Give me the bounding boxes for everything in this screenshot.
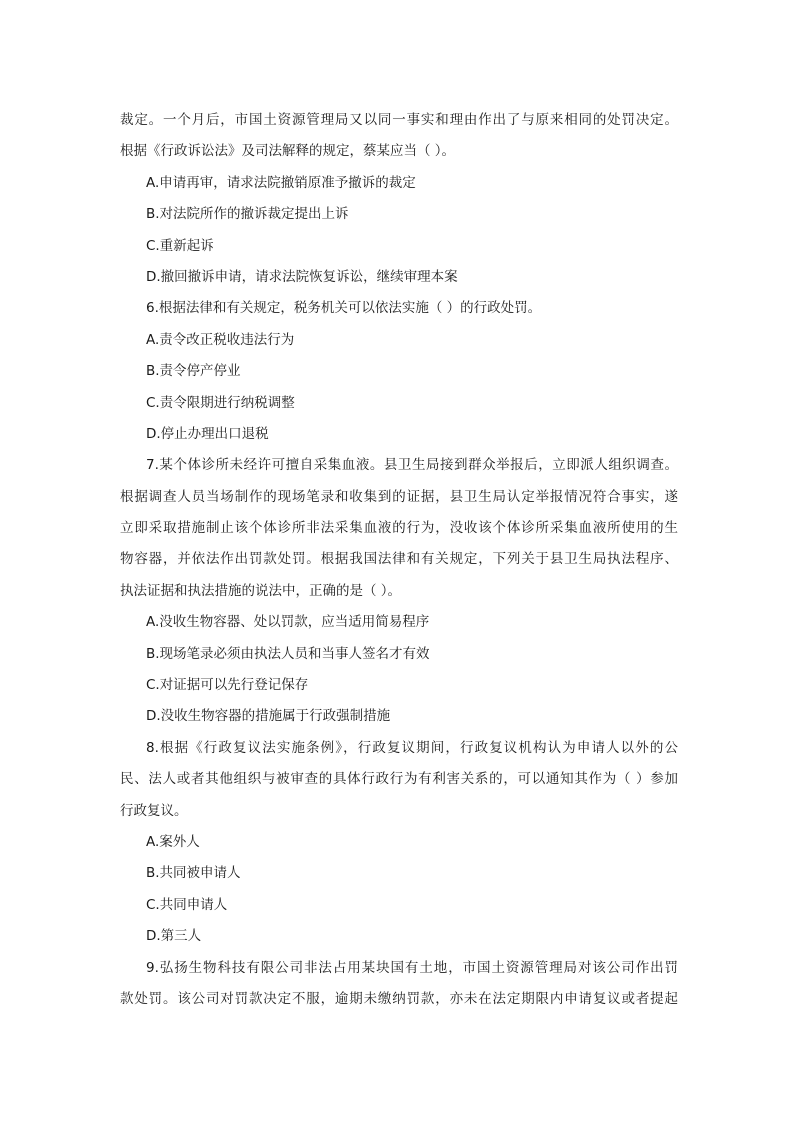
option-line: B.现场笔录必须由执法人员和当事人签名才有效 xyxy=(146,645,430,662)
option-line: D.停止办理出口退税 xyxy=(146,425,269,442)
option-line: C.责令限期进行纳税调整 xyxy=(146,394,295,411)
text-line: 立即采取措施制止该个体诊所非法采集血液的行为，没收该个体诊所采集血液所使用的生 xyxy=(120,520,678,537)
question-stem: 9.弘扬生物科技有限公司非法占用某块国有土地，市国土资源管理局对该公司作出罚 xyxy=(146,959,678,976)
option-line: C.共同申请人 xyxy=(146,896,228,913)
question-stem: 8.根据《行政复议法实施条例》，行政复议期间，行政复议机构认为申请人以外的公 xyxy=(146,739,678,756)
text-line: 款处罚。该公司对罚款决定不服，逾期未缴纳罚款，亦未在法定期限内申请复议或者提起 xyxy=(120,990,678,1007)
option-line: A.没收生物容器、处以罚款，应当适用简易程序 xyxy=(146,614,430,631)
option-line: C.重新起诉 xyxy=(146,237,214,254)
option-line: B.责令停产停业 xyxy=(146,363,241,380)
question-text-body xyxy=(120,105,678,1015)
option-line: A.案外人 xyxy=(146,833,200,850)
text-line: 行政复议。 xyxy=(120,802,188,819)
option-line: A.申请再审，请求法院撤销原准予撤诉的裁定 xyxy=(146,174,416,191)
option-line: A.责令改正税收违法行为 xyxy=(146,331,295,348)
question-stem: 6.根据法律和有关规定，税务机关可以依法实施（ ）的行政处罚。 xyxy=(146,300,542,317)
text-line: 裁定。一个月后，市国土资源管理局又以同一事实和理由作出了与原来相同的处罚决定。 xyxy=(120,112,678,128)
question-stem: 7.某个体诊所未经许可擅自采集血液。县卫生局接到群众举报后，立即派人组织调查。 xyxy=(146,457,678,474)
text-line: 执法证据和执法措施的说法中，正确的是（ ）。 xyxy=(120,582,402,599)
text-line: 根据《行政诉讼法》及司法解释的规定，蔡某应当（ ）。 xyxy=(120,143,456,160)
option-line: C.对证据可以先行登记保存 xyxy=(146,677,309,694)
option-line: D.第三人 xyxy=(146,928,202,945)
option-line: D.撤回撤诉申请，请求法院恢复诉讼，继续审理本案 xyxy=(146,268,458,285)
text-line: 物容器，并依法作出罚款处罚。根据我国法律和有关规定，下列关于县卫生局执法程序、 xyxy=(120,551,678,568)
option-line: B.共同被申请人 xyxy=(146,865,241,882)
option-line: B.对法院所作的撤诉裁定提出上诉 xyxy=(146,206,349,223)
text-line: 民、法人或者其他组织与被审查的具体行政行为有利害关系的，可以通知其作为（ ）参加 xyxy=(120,771,678,788)
option-line: D.没收生物容器的措施属于行政强制措施 xyxy=(146,708,391,725)
text-line: 根据调查人员当场制作的现场笔录和收集到的证据，县卫生局认定举报情况符合事实，遂 xyxy=(120,488,678,505)
